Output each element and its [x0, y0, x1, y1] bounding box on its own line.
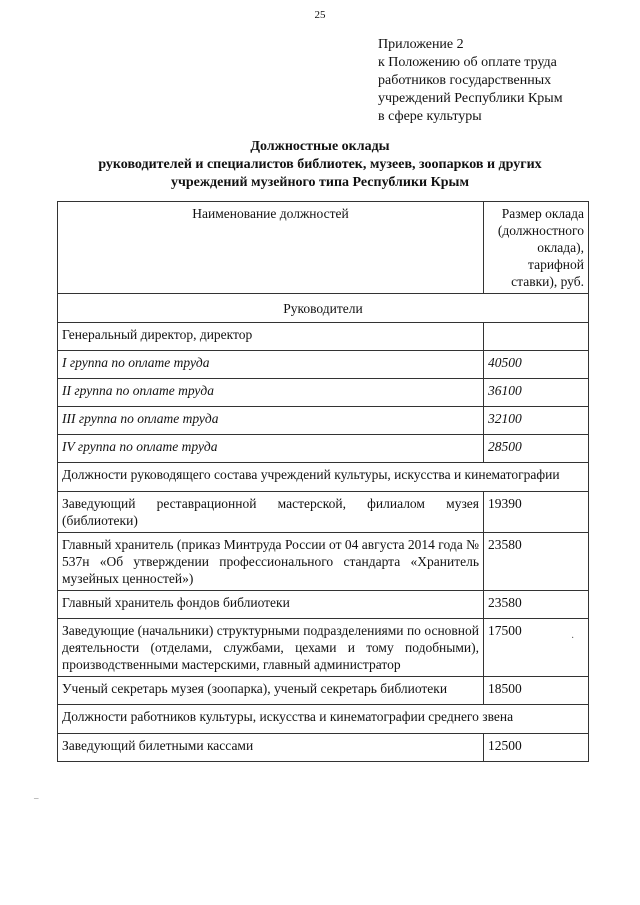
position-name: IV группа по оплате труда — [58, 435, 484, 463]
table-row — [58, 407, 589, 435]
salary-value: 40500 — [484, 351, 589, 379]
salary-table — [57, 201, 589, 762]
table-header-row — [58, 202, 589, 294]
salary-header-line: тарифной — [528, 257, 584, 272]
table-row — [58, 591, 589, 619]
title-line: Должностные оклады — [250, 139, 390, 154]
salary-value: 19390 — [484, 492, 589, 533]
section-heading: Должности работников культуры, искусства и кинематографии среднего звена — [58, 705, 589, 734]
salary-header-line: ставки), руб. — [511, 274, 584, 289]
position-name: Главный хранитель фондов библиотеки — [58, 591, 484, 619]
section-row — [58, 294, 589, 323]
section-row — [58, 463, 589, 492]
column-header-position: Наименование должностей — [58, 202, 484, 294]
annex-heading — [378, 36, 628, 126]
salary-value: 18500 — [484, 677, 589, 705]
salary-value: 12500 — [484, 734, 589, 762]
table-row — [58, 435, 589, 463]
column-header-salary — [484, 202, 589, 294]
salary-value — [484, 323, 589, 351]
position-name: Ученый секретарь музея (зоопарка), ученый секретарь библиотеки — [58, 677, 484, 705]
annex-line: к Положению об оплате труда — [378, 55, 557, 70]
position-name: II группа по оплате труда — [58, 379, 484, 407]
table-row — [58, 351, 589, 379]
salary-header-line: (должностного — [497, 223, 584, 238]
salary-value: 32100 — [484, 407, 589, 435]
salary-header-line: Размер оклада — [501, 206, 584, 221]
table-row — [58, 677, 589, 705]
annex-line: работников государственных — [378, 73, 552, 88]
salary-value: 23580 — [484, 591, 589, 619]
table-row — [58, 619, 589, 677]
section-heading: Должности руководящего состава учреждений культуры, искусства и кинематографии — [58, 463, 589, 492]
table-row — [58, 379, 589, 407]
scan-speck: · — [571, 633, 575, 644]
table-row — [58, 492, 589, 533]
position-name: Заведующий билетными кассами — [58, 734, 484, 762]
salary-header-line: оклада), — [537, 240, 584, 255]
annex-line: в сфере культуры — [378, 109, 482, 124]
table-row — [58, 734, 589, 762]
salary-value: 28500 — [484, 435, 589, 463]
position-name: Заведующий реставрационной мастерской, филиалом музея (библиотеки) — [58, 492, 484, 533]
annex-line: учреждений Республики Крым — [378, 91, 563, 106]
section-row — [58, 705, 589, 734]
page-number: 25 — [314, 9, 326, 21]
position-name: Главный хранитель (приказ Минтруда России от 04 августа 2014 года № 537н «Об утверждении профессионального стандарта «Хранитель музейных ценностей») — [58, 533, 484, 591]
annex-line: Приложение 2 — [378, 37, 464, 52]
position-name: III группа по оплате труда — [58, 407, 484, 435]
position-name: Генеральный директор, директор — [58, 323, 484, 351]
document-title — [0, 138, 640, 192]
table-row — [58, 533, 589, 591]
position-name: Заведующие (начальники) структурными подразделениями по основной деятельности (отделами, службами, цехами и тому подобными), производственными мастерскими, главный администратор — [58, 619, 484, 677]
salary-value: 23580 — [484, 533, 589, 591]
title-line: руководителей и специалистов библиотек, музеев, зоопарков и других — [98, 157, 542, 172]
table-row — [58, 323, 589, 351]
position-name: I группа по оплате труда — [58, 351, 484, 379]
section-heading: Руководители — [58, 294, 589, 323]
title-line: учреждений музейного типа Республики Крым — [170, 175, 470, 190]
salary-value: 17500 — [484, 619, 589, 677]
salary-value: 36100 — [484, 379, 589, 407]
scan-mark: – — [34, 793, 39, 803]
